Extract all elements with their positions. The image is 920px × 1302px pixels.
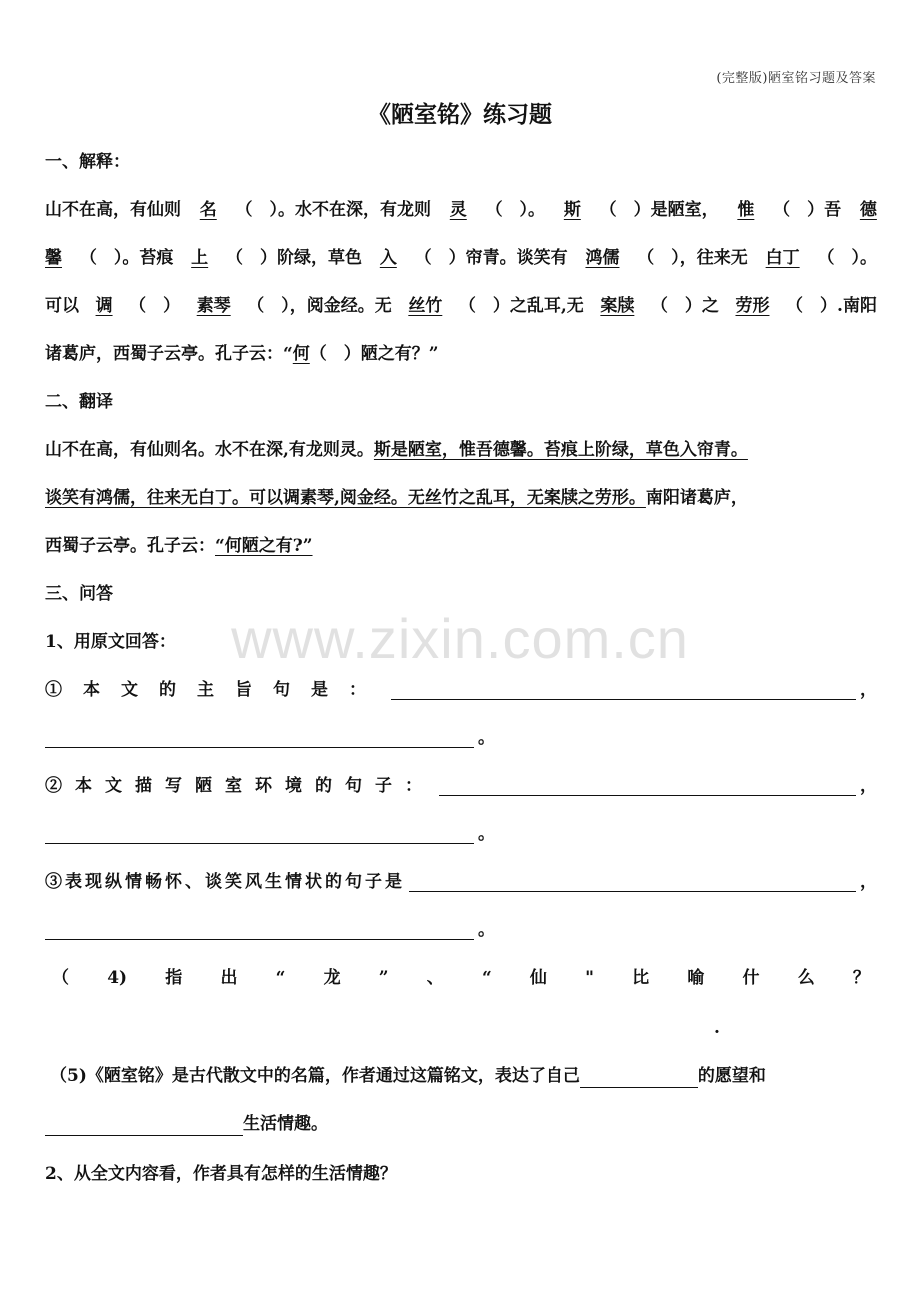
q4-token: 出 [220, 968, 238, 988]
section2-line-3 [45, 534, 877, 558]
text-segment: 山不在高，有仙则名。水不在深,有龙则灵。 [45, 440, 374, 460]
q4-token: 么 [797, 968, 815, 988]
text-segment: 南阳诸葛庐， [645, 488, 748, 508]
keyword: 丝竹 [408, 296, 443, 316]
text-segment: 山不在高，有仙则 [45, 200, 181, 220]
underlined-sentence: 斯是陋室，惟吾德馨。苔痕上阶绿，草色入帘青。 [373, 440, 748, 460]
q4-token: 、 [426, 968, 444, 988]
keyword: 劳形 [735, 296, 770, 316]
comma: ， [860, 680, 877, 700]
q4-token: ” [378, 968, 389, 988]
text-segment: 诸葛庐，西蜀子云亭。孔子云：“ [45, 344, 293, 364]
question-1b-row-2 [45, 822, 495, 846]
text-segment: （ ）。 [817, 248, 877, 268]
text-segment: （ ）帘青。谈笑有 [414, 248, 568, 268]
question-1c-label: ③表现纵情畅怀、谈笑风生情状的句子是 [45, 872, 405, 892]
underlined-sentence: “何陋之有?” [215, 536, 313, 556]
question-2-label: 2、从全文内容看，作者具有怎样的生活情趣？ [45, 1164, 397, 1184]
q4-token: 4) [107, 968, 128, 988]
section1-line-2 [45, 246, 877, 270]
keyword: 德 [859, 200, 877, 220]
section2-line-2 [45, 486, 877, 510]
question-1c-row-2 [45, 918, 495, 942]
section2-line-1 [45, 438, 877, 462]
section2-heading: 二、翻译 [45, 392, 113, 412]
answer-blank[interactable] [45, 1115, 243, 1136]
text-segment: （ ）。水不在深，有龙则 [235, 200, 432, 220]
q4-token: " [585, 968, 594, 988]
keyword: 何 [292, 344, 310, 364]
keyword: 名 [199, 200, 217, 220]
answer-blank[interactable] [45, 842, 474, 844]
period: 。 [478, 920, 495, 940]
question-1b-label: ②本文描写陋室环境的句子： [45, 776, 435, 796]
section1-line-4 [45, 342, 877, 366]
answer-blank[interactable] [45, 938, 474, 940]
section1-heading: 一、解释： [45, 152, 130, 172]
q4-token: 喻 [687, 968, 705, 988]
text-segment: 可以 [45, 296, 79, 316]
text-segment: （ ）是陋室， [599, 200, 719, 220]
question-5-row-2 [45, 1112, 877, 1136]
period: 。 [478, 824, 495, 844]
question-4-row [52, 966, 870, 990]
keyword: 惟 [737, 200, 755, 220]
question-5-text-3: 生活情趣。 [243, 1114, 328, 1134]
text-segment: （ ）之 [650, 296, 719, 316]
question-5-row [50, 1064, 877, 1088]
keyword: 馨 [45, 248, 62, 268]
underlined-sentence: 谈笑有鸿儒，往来无白丁。可以调素琴,阅金经。无丝竹之乱耳，无案牍之劳形。 [45, 488, 646, 508]
section1-line-1 [45, 198, 877, 222]
answer-blank[interactable] [409, 890, 856, 892]
q4-token: 指 [165, 968, 183, 988]
section3-heading: 三、问答 [45, 584, 113, 604]
keyword: 案牍 [600, 296, 635, 316]
q4-token: （ [52, 968, 69, 988]
answer-blank[interactable] [391, 698, 856, 700]
text-segment: （ ）吾 [773, 200, 842, 220]
q4-token: 仙 [529, 968, 547, 988]
keyword: 入 [379, 248, 397, 268]
keyword: 上 [191, 248, 209, 268]
question-5-text: （5)《陋室铭》是古代散文中的名篇，作者通过这篇铭文，表达了自己 [50, 1066, 580, 1086]
keyword: 灵 [449, 200, 467, 220]
keyword: 白丁 [765, 248, 800, 268]
q4-token: 龙 [323, 968, 341, 988]
q4-token: 什 [742, 968, 760, 988]
text-segment: （ ）陋之有？” [309, 344, 439, 364]
answer-blank[interactable] [45, 746, 474, 748]
question-1a-row-2 [45, 726, 495, 750]
question-1b-row [45, 774, 877, 798]
page-title: 《陋室铭》练习题 [368, 101, 552, 128]
q4-token: ？ [852, 968, 870, 988]
comma: ， [860, 872, 877, 892]
q4-token: “ [481, 968, 492, 988]
keyword: 鸿儒 [585, 248, 620, 268]
comma: ， [860, 776, 877, 796]
watermark: www.zixin.com.cn [231, 607, 689, 670]
q4-dot: . [714, 1018, 720, 1038]
header-note: (完整版)陋室铭习题及答案 [716, 71, 876, 86]
period: 。 [478, 728, 495, 748]
keyword: 斯 [563, 200, 581, 220]
text-segment: （ ） [129, 296, 181, 316]
text-segment: （ ）.南阳 [786, 296, 877, 316]
question-1a-row [45, 678, 877, 702]
keyword: 素琴 [196, 296, 231, 316]
text-segment: （ ）阶绿，草色 [225, 248, 362, 268]
text-segment: 西蜀子云亭。孔子云： [45, 536, 215, 556]
text-segment: （ ）。 [485, 200, 546, 220]
answer-blank[interactable] [580, 1067, 698, 1088]
answer-blank[interactable] [439, 794, 856, 796]
question-5-text-2: 的愿望和 [697, 1066, 766, 1086]
keyword: 调 [95, 296, 113, 316]
question-1a-label: ①本文的主旨句是： [45, 680, 387, 700]
text-segment: （ ），阅金经。无 [247, 296, 392, 316]
section1-line-3 [45, 294, 877, 318]
text-segment: （ ）。苔痕 [79, 248, 174, 268]
q4-token: “ [275, 968, 286, 988]
q4-token: 比 [632, 968, 650, 988]
question-1-label: 1、用原文回答： [45, 632, 176, 652]
text-segment: （ ）之乱耳,无 [458, 296, 584, 316]
question-1c-row [45, 870, 877, 894]
text-segment: （ ），往来无 [637, 248, 748, 268]
